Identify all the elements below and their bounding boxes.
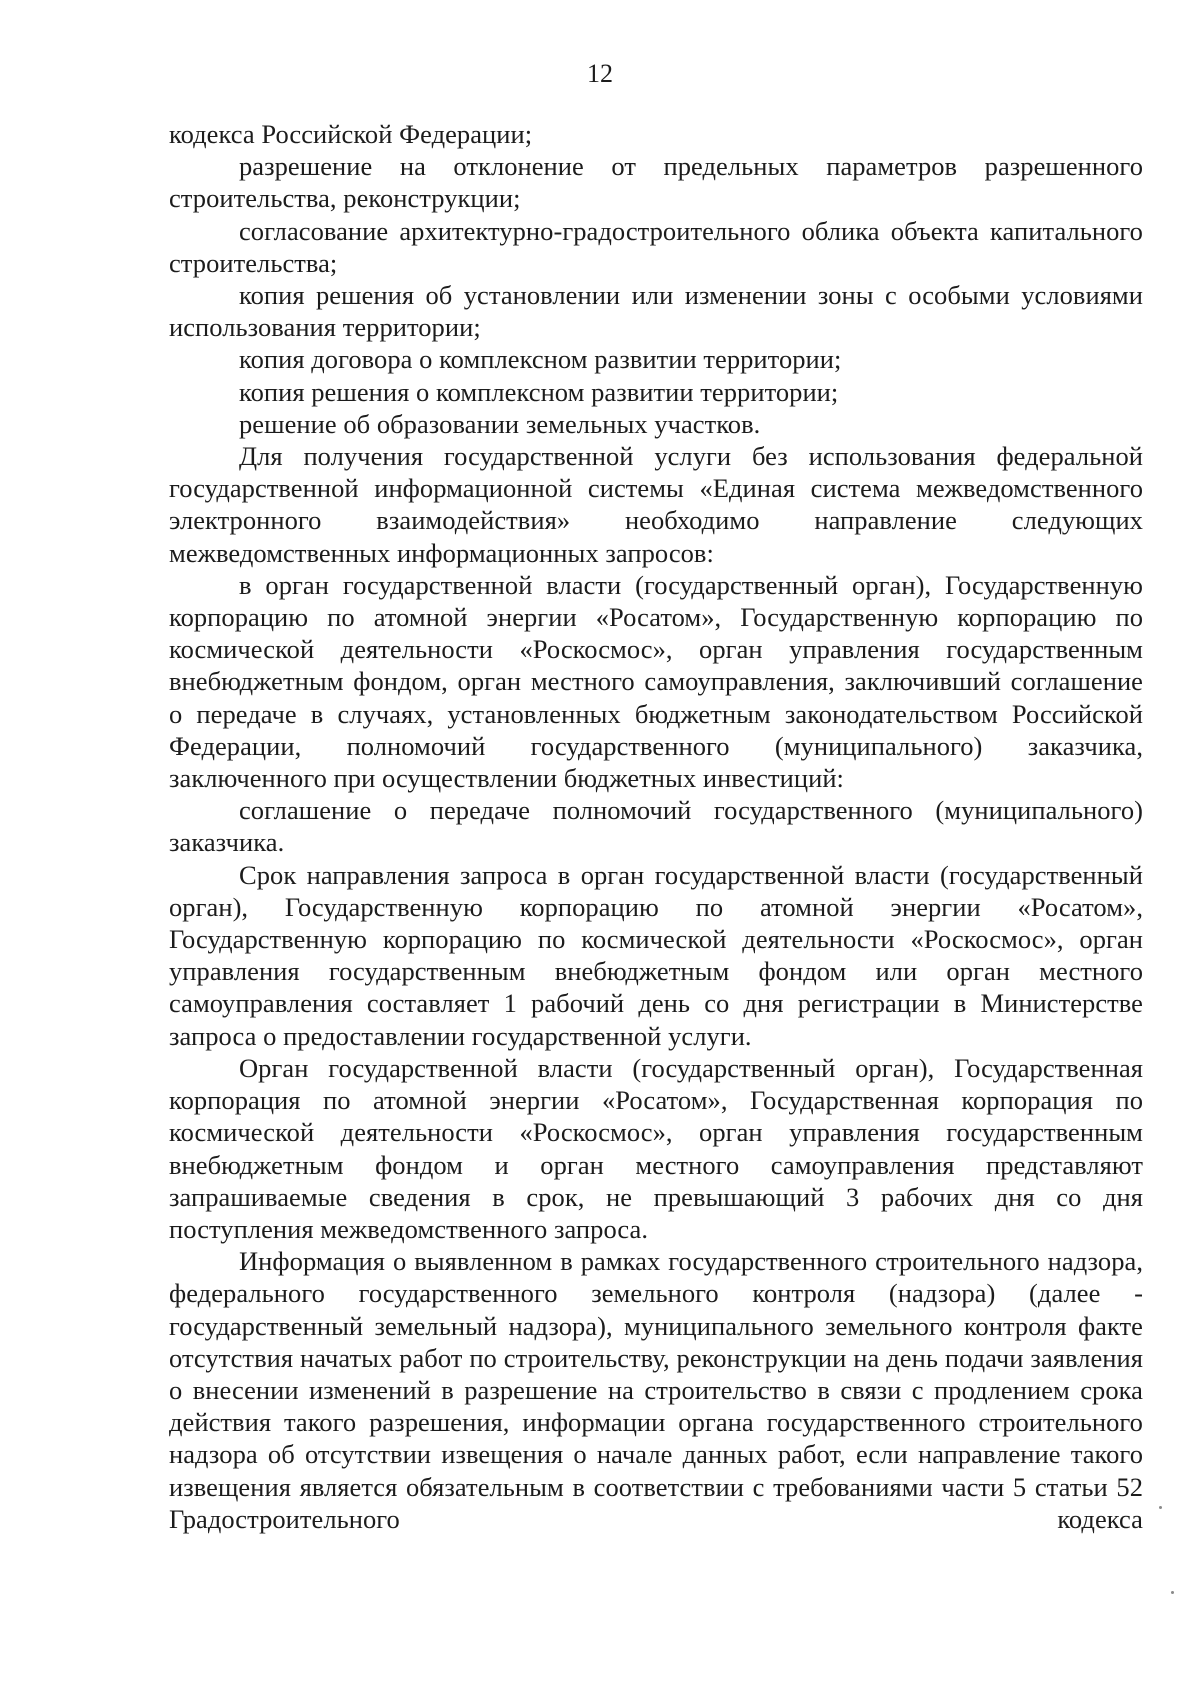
scan-speck xyxy=(1171,1591,1174,1594)
document-body xyxy=(169,118,1143,1535)
list-item-architectural-approval: согласование архитектурно-градостроительного облика объекта капитального строительства; xyxy=(169,215,1143,278)
list-item-land-plots-decision: решение об образовании земельных участков. xyxy=(239,408,761,439)
page-number: 12 xyxy=(587,59,613,88)
paragraph-interagency-requests: Для получения государственной услуги без использования федеральной государственной информационной системы «Единая система межведомственного электронного взаимодействия» необходимо направление следующих межведомственных информационных запросов: xyxy=(169,441,1143,568)
paragraph-supervision-information: Информация о выявленном в рамках государственного строительного надзора, федерального государственного земельного контроля (надзора) (далее - государственный земельный надзора), муниципального земельного контроля факте отсутствия начатых работ по строительству, реконструкции на день подачи заявления о внесении изменений в разрешение на строительство в связи с продлением срока действия такого разрешения, информации органа государственного строительного надзора об отсутствии извещения о начале данных работ, если направление такого извещения является обязательным в соответствии с требованиями части 5 статьи 52 Градостроительного кодекса xyxy=(169,1246,1143,1534)
paragraph-request-deadline: Срок направления запроса в орган государственной власти (государственный орган), Государственную корпорацию по атомной энергии «Росатом», Государственную корпорацию по космической деятельности «Роскосмос», орган управления государственным внебюджетным фондом или орган местного самоуправления составляет 1 рабочий день со дня регистрации в Министерстве запроса о предоставлении государственной услуги. xyxy=(169,859,1143,1051)
list-item-deviation-permit: разрешение на отклонение от предельных параметров разрешенного строительства, реконструкции; xyxy=(169,151,1143,214)
scan-speck xyxy=(1159,1506,1162,1509)
list-item-zone-decision-copy: копия решения об установлении или изменении зоны с особыми условиями использования территории; xyxy=(169,280,1143,343)
paragraph-continuation: кодекса Российской Федерации; xyxy=(169,119,533,149)
list-item-delegation-agreement: соглашение о передаче полномочий государственного (муниципального) заказчика. xyxy=(169,795,1143,858)
list-item-development-contract-copy: копия договора о комплексном развитии территории; xyxy=(239,344,842,375)
paragraph-request-recipient: в орган государственной власти (государственный орган), Государственную корпорацию по атомной энергии «Росатом», Государственную корпорацию по космической деятельности «Роскосмос», орган управления государственным внебюджетным фондом, орган местного самоуправления, заключивший соглашение о передаче в случаях, установленных бюджетным законодательством Российской Федерации, полномочий государственного (муниципального) заказчика, заключенного при осуществлении бюджетных инвестиций: xyxy=(169,569,1143,794)
paragraph-response-deadline: Орган государственной власти (государственный орган), Государственная корпорация по атомной энергии «Росатом», Государственная корпорация по космической деятельности «Роскосмос», орган управления государственным внебюджетным фондом и орган местного самоуправления представляют запрашиваемые сведения в срок, не превышающий 3 рабочих дня со дня поступления межведомственного запроса. xyxy=(169,1052,1143,1244)
list-item-development-decision-copy: копия решения о комплексном развитии территории; xyxy=(239,376,839,407)
